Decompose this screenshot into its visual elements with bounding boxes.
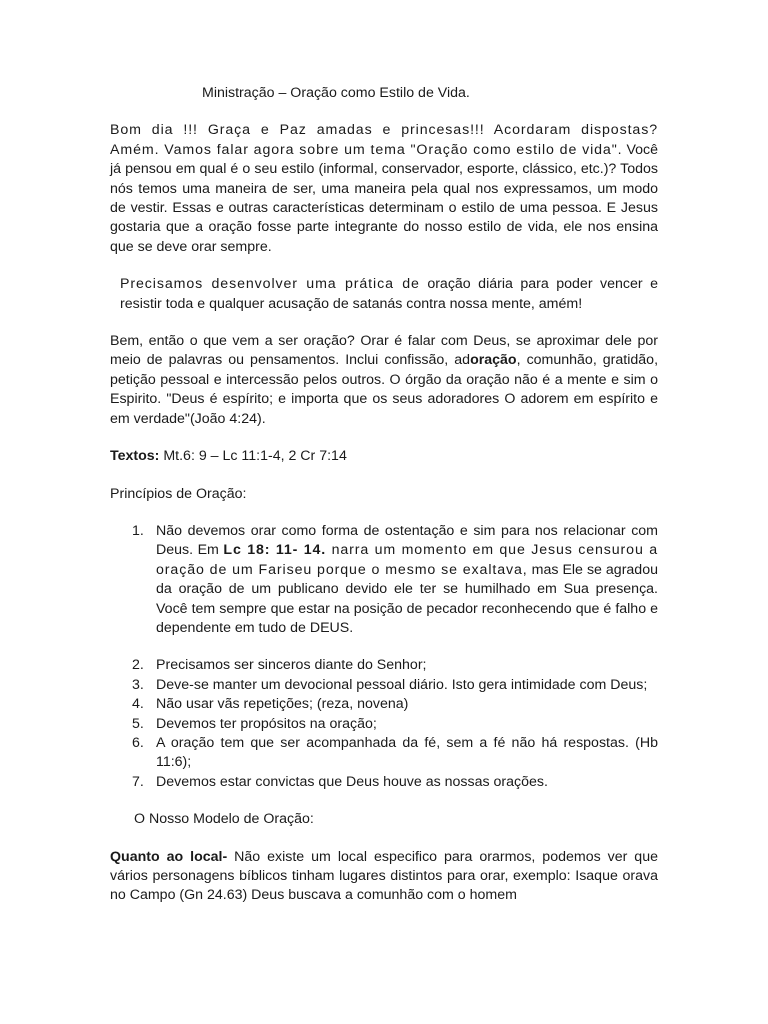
intro-paragraph: [110, 121, 658, 257]
list-item-text: Devemos ter propósitos na oração;: [156, 715, 377, 732]
list-item: [110, 676, 658, 695]
intro-greeting: Bom dia !!! Graça e Paz amadas e princesas!!! Acordaram dispostas? Amém. Vamos falar agora sobre um tema "Oração como estilo de vida".: [110, 122, 658, 158]
list-item-text: Não usar vãs repetições; (reza, novena): [156, 696, 409, 713]
definition-paragraph: [110, 332, 658, 429]
principles-heading: Princípios de Oração:: [110, 485, 247, 502]
location-label: Quanto ao local-: [110, 848, 228, 865]
list-number: 1.: [132, 522, 144, 539]
document-title: Ministração – Oração como Estilo de Vida.: [202, 85, 470, 101]
list-number: 2.: [132, 657, 144, 674]
list-number: 3.: [132, 676, 144, 693]
location-text: Não existe um local especifico para orarmos, podemos ver que vários personagens bíblicos tinham lugares distintos para orar, exemplo: Isaque orava no Campo (Gn 24.63) Deus buscava a comunhão com o homem: [110, 848, 658, 904]
list-item: [110, 734, 658, 773]
list-item-text: Deve-se manter um devocional pessoal diário. Isto gera intimidade com Deus;: [156, 676, 648, 693]
list-number: 5.: [132, 715, 144, 732]
texts-line: [110, 447, 658, 466]
practice-text: oração diária para poder vencer e resistir toda e qualquer acusação de satanás contra nossa mente, amém!: [120, 276, 658, 312]
list-item-text: Precisamos ser sinceros diante do Senhor;: [156, 657, 427, 674]
list-item-text: A oração tem que ser acompanhada da fé, sem a fé não há respostas. (Hb 11:6);: [156, 734, 658, 771]
definition-bold: oração: [470, 352, 517, 369]
principle-1-spaced: narra um momento em que Jesus censurou a oração de um Fariseu porque o mesmo se exaltava,: [156, 542, 658, 578]
principle-1-ref: Lc 18: 11- 14.: [223, 542, 327, 559]
principle-1-before: Não devemos orar como forma de ostentação e sim para nos relacionar com Deus. Em: [156, 522, 658, 559]
list-item: [110, 695, 658, 714]
model-heading: O Nosso Modelo de Oração:: [134, 811, 314, 828]
texts-value: Mt.6: 9 – Lc 11:1-4, 2 Cr 7:14: [159, 448, 347, 465]
principle-1-after: mas Ele se agradou da oração de um publicano devido ele ter se humilhado em Sua presença. Você tem sempre que estar na posição de pecador reconhecendo que é falho e dependente em tudo de DEUS.: [156, 561, 658, 636]
list-item: [110, 773, 658, 792]
list-number: 6.: [132, 734, 144, 751]
intro-text: Você já pensou em qual é o seu estilo (informal, conservador, esporte, clássico, etc.)? Todos nós temos uma maneira de ser, uma maneira pela qual nos expressamos, um modo de vestir. Essas e outras características determinam o estilo de uma pessoa. E Jesus gostaria que a oração fosse parte integrante do nosso estilo de vida, ele nos ensina que se deve orar sempre.: [110, 141, 658, 255]
list-item-text: Devemos estar convictas que Deus houve as nossas orações.: [156, 773, 548, 790]
practice-paragraph: [110, 275, 658, 314]
practice-lead: Precisamos desenvolver uma prática de: [120, 276, 420, 293]
definition-after: , comunhão, gratidão, petição pessoal e intercessão pelos outros. O órgão da oração não é a mente e sim o Espirito. "Deus é espírito; e importa que os seus adoradores O adorem em espírito e em verdade"(João 4:24).: [110, 352, 659, 427]
principles-list: [110, 522, 658, 792]
list-spacer: [110, 638, 658, 656]
definition-before: Bem, então o que vem a ser oração? Orar é falar com Deus, se aproximar dele por meio de palavras ou pensamentos. Inclui confissão, ad: [110, 333, 658, 369]
list-number: 4.: [132, 696, 144, 713]
list-item: [110, 715, 658, 734]
texts-label: Textos:: [110, 448, 160, 465]
list-item: [110, 522, 658, 638]
location-paragraph: [110, 848, 658, 906]
list-number: 7.: [132, 773, 144, 790]
list-item: [110, 656, 658, 675]
document-body: [110, 84, 658, 924]
